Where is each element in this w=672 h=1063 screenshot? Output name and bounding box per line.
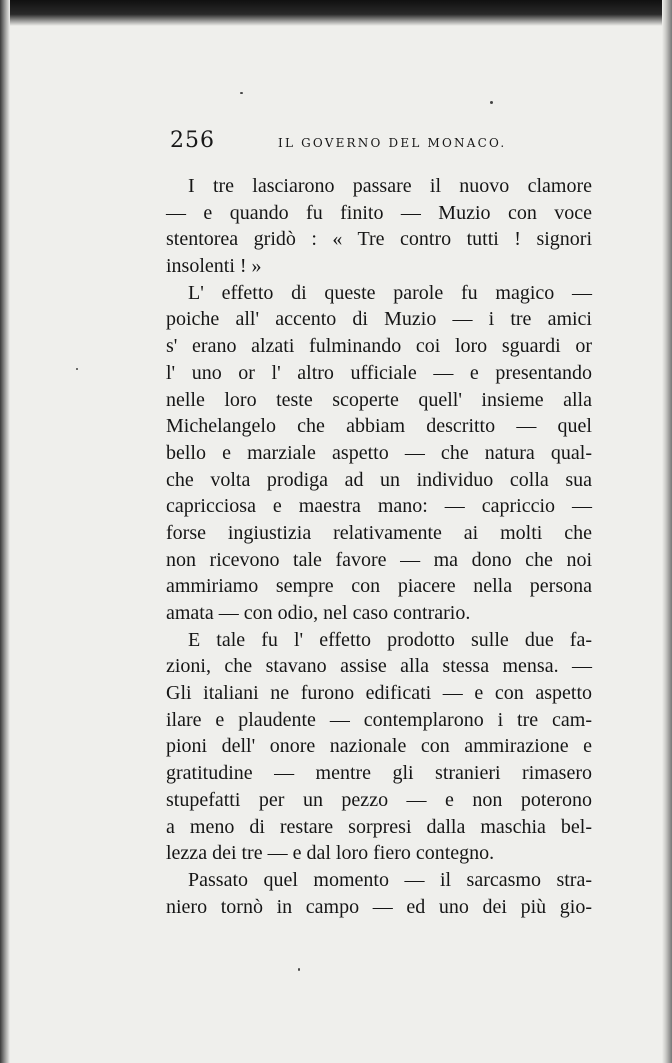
text-line: gratitudine — mentre gli stranieri rimasero: [166, 762, 592, 785]
text-line: capricciosa e maestra mano: — capriccio —: [166, 495, 592, 518]
scan-right-edge: [662, 0, 672, 1063]
text-line: forse ingiustizia relativamente ai molti che: [166, 521, 592, 544]
text-line: pioni dell' onore nazionale con ammirazione e: [166, 735, 592, 758]
ink-speck: [298, 968, 300, 971]
text-line: ammiriamo sempre con piacere nella persona: [166, 575, 592, 598]
text-line: Gli italiani ne furono edificati — e con aspetto: [166, 682, 592, 705]
text-line: non ricevono tale favore — ma dono che noi: [166, 548, 592, 571]
text-line: a meno di restare sorpresi dalla maschia bel-: [166, 815, 592, 838]
text-line: zioni, che stavano assise alla stessa mensa. —: [166, 655, 592, 678]
scan-top-shadow: [0, 0, 672, 26]
text-line: Passato quel momento — il sarcasmo stra-: [188, 868, 592, 891]
text-line: ilare e plaudente — contemplarono i tre cam-: [166, 708, 592, 731]
scan-left-edge: [0, 0, 10, 1063]
page-number: 256: [170, 128, 215, 153]
text-line: amata — con odio, nel caso contrario.: [166, 602, 471, 624]
text-line: E tale fu l' effetto prodotto sulle due fa-: [188, 628, 592, 651]
text-line: Michelangelo che abbiam descritto — quel: [166, 415, 592, 438]
text-line: poiche all' accento di Muzio — i tre amici: [166, 308, 592, 331]
body-text: [166, 173, 592, 920]
ink-speck: [490, 101, 493, 104]
text-line: insolenti ! »: [166, 255, 262, 278]
text-line: stentorea gridò : « Tre contro tutti ! signori: [166, 228, 592, 251]
ink-speck: [76, 368, 78, 370]
text-line: — e quando fu finito — Muzio con voce: [166, 201, 592, 224]
text-line: l' uno or l' altro ufficiale — e presentando: [166, 361, 592, 384]
text-line: niero tornò in campo — ed uno dei più gio-: [166, 895, 592, 918]
text-line: nelle loro teste scoperte quell' insieme alla: [166, 388, 592, 411]
text-line: lezza dei tre — e dal loro fiero contegno.: [166, 842, 495, 865]
text-line: stupefatti per un pezzo — e non poterono: [166, 788, 592, 811]
text-line: I tre lasciarono passare il nuovo clamore: [188, 175, 592, 197]
ink-speck: [240, 92, 243, 94]
text-line: bello e marziale aspetto — che natura qual-: [166, 441, 592, 464]
text-line: che volta prodiga ad un individuo colla sua: [166, 468, 592, 491]
text-line: L' effetto di queste parole fu magico —: [188, 281, 592, 304]
running-title: IL GOVERNO DEL MONACO.: [278, 136, 507, 150]
text-line: s' erano alzati fulminando coi loro sguardi or: [166, 335, 592, 358]
page-header: [170, 128, 600, 158]
